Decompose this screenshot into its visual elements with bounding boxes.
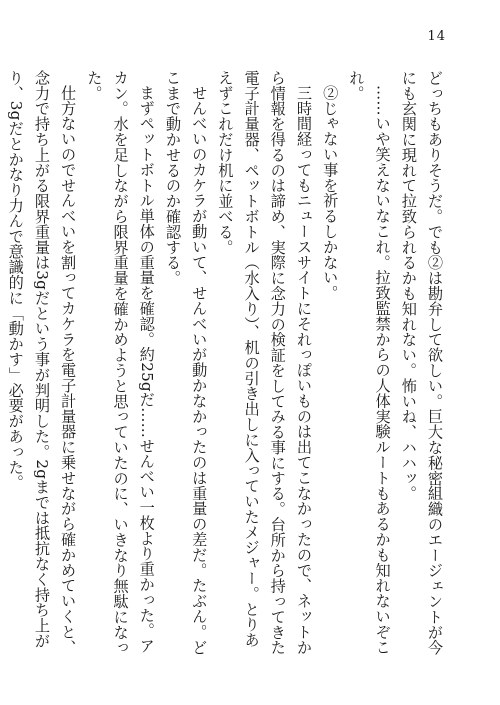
paragraph: せんべいのカケラが動いて、せんべいが動かなかったのは重量の差だ。たぶん。どこまで動かせるのか確認する。 [163,70,209,655]
page-number: 14 [427,29,446,44]
paragraph: 仕方ないのでせんべいを割ってカケラを電子計量器に乗せながら確かめていくと、念力で持ち上がる限界重量は3gだという事が判明した。2gまでは抵抗なく持ち上がり、3gだとかなり力んで意識的に「動かす」必要があった。 [6,70,78,655]
body-text [0,70,448,660]
paragraph: ……いや笑えないなこれ。拉致監禁からの人体実験ルートもあるかも知れないぞこれ。 [347,70,392,655]
paragraph: 三時間経ってもニュースサイトにそれっぽいものは出てこなかったので、ネットから情報を得るのは諦め、実際に念力の検証をしてみる事にする。台所から持ってきた電子計量器、ペットボトル（水入り）、机の引き出しに入っていたメジャー。とりあえずこれだけ机に並べる。 [216,70,313,656]
paragraph: ②じゃない事を祈るしかない。 [321,85,340,301]
paragraph: まずペットボトル単体の重量を確認。約25gだ……せんべい一枚より重かった。アカン。水を足しながら限界重量を確かめようと思っていたのに、いきなり無駄になった。 [85,70,156,656]
paragraph: どっちもありそうだ。でも②は勘弁して欲しい。巨大な秘密組織のエージェントが今にも玄関に現れて拉致られるかも知れない。怖いね、ハハッ。 [399,70,444,656]
paragraph [0,70,3,660]
